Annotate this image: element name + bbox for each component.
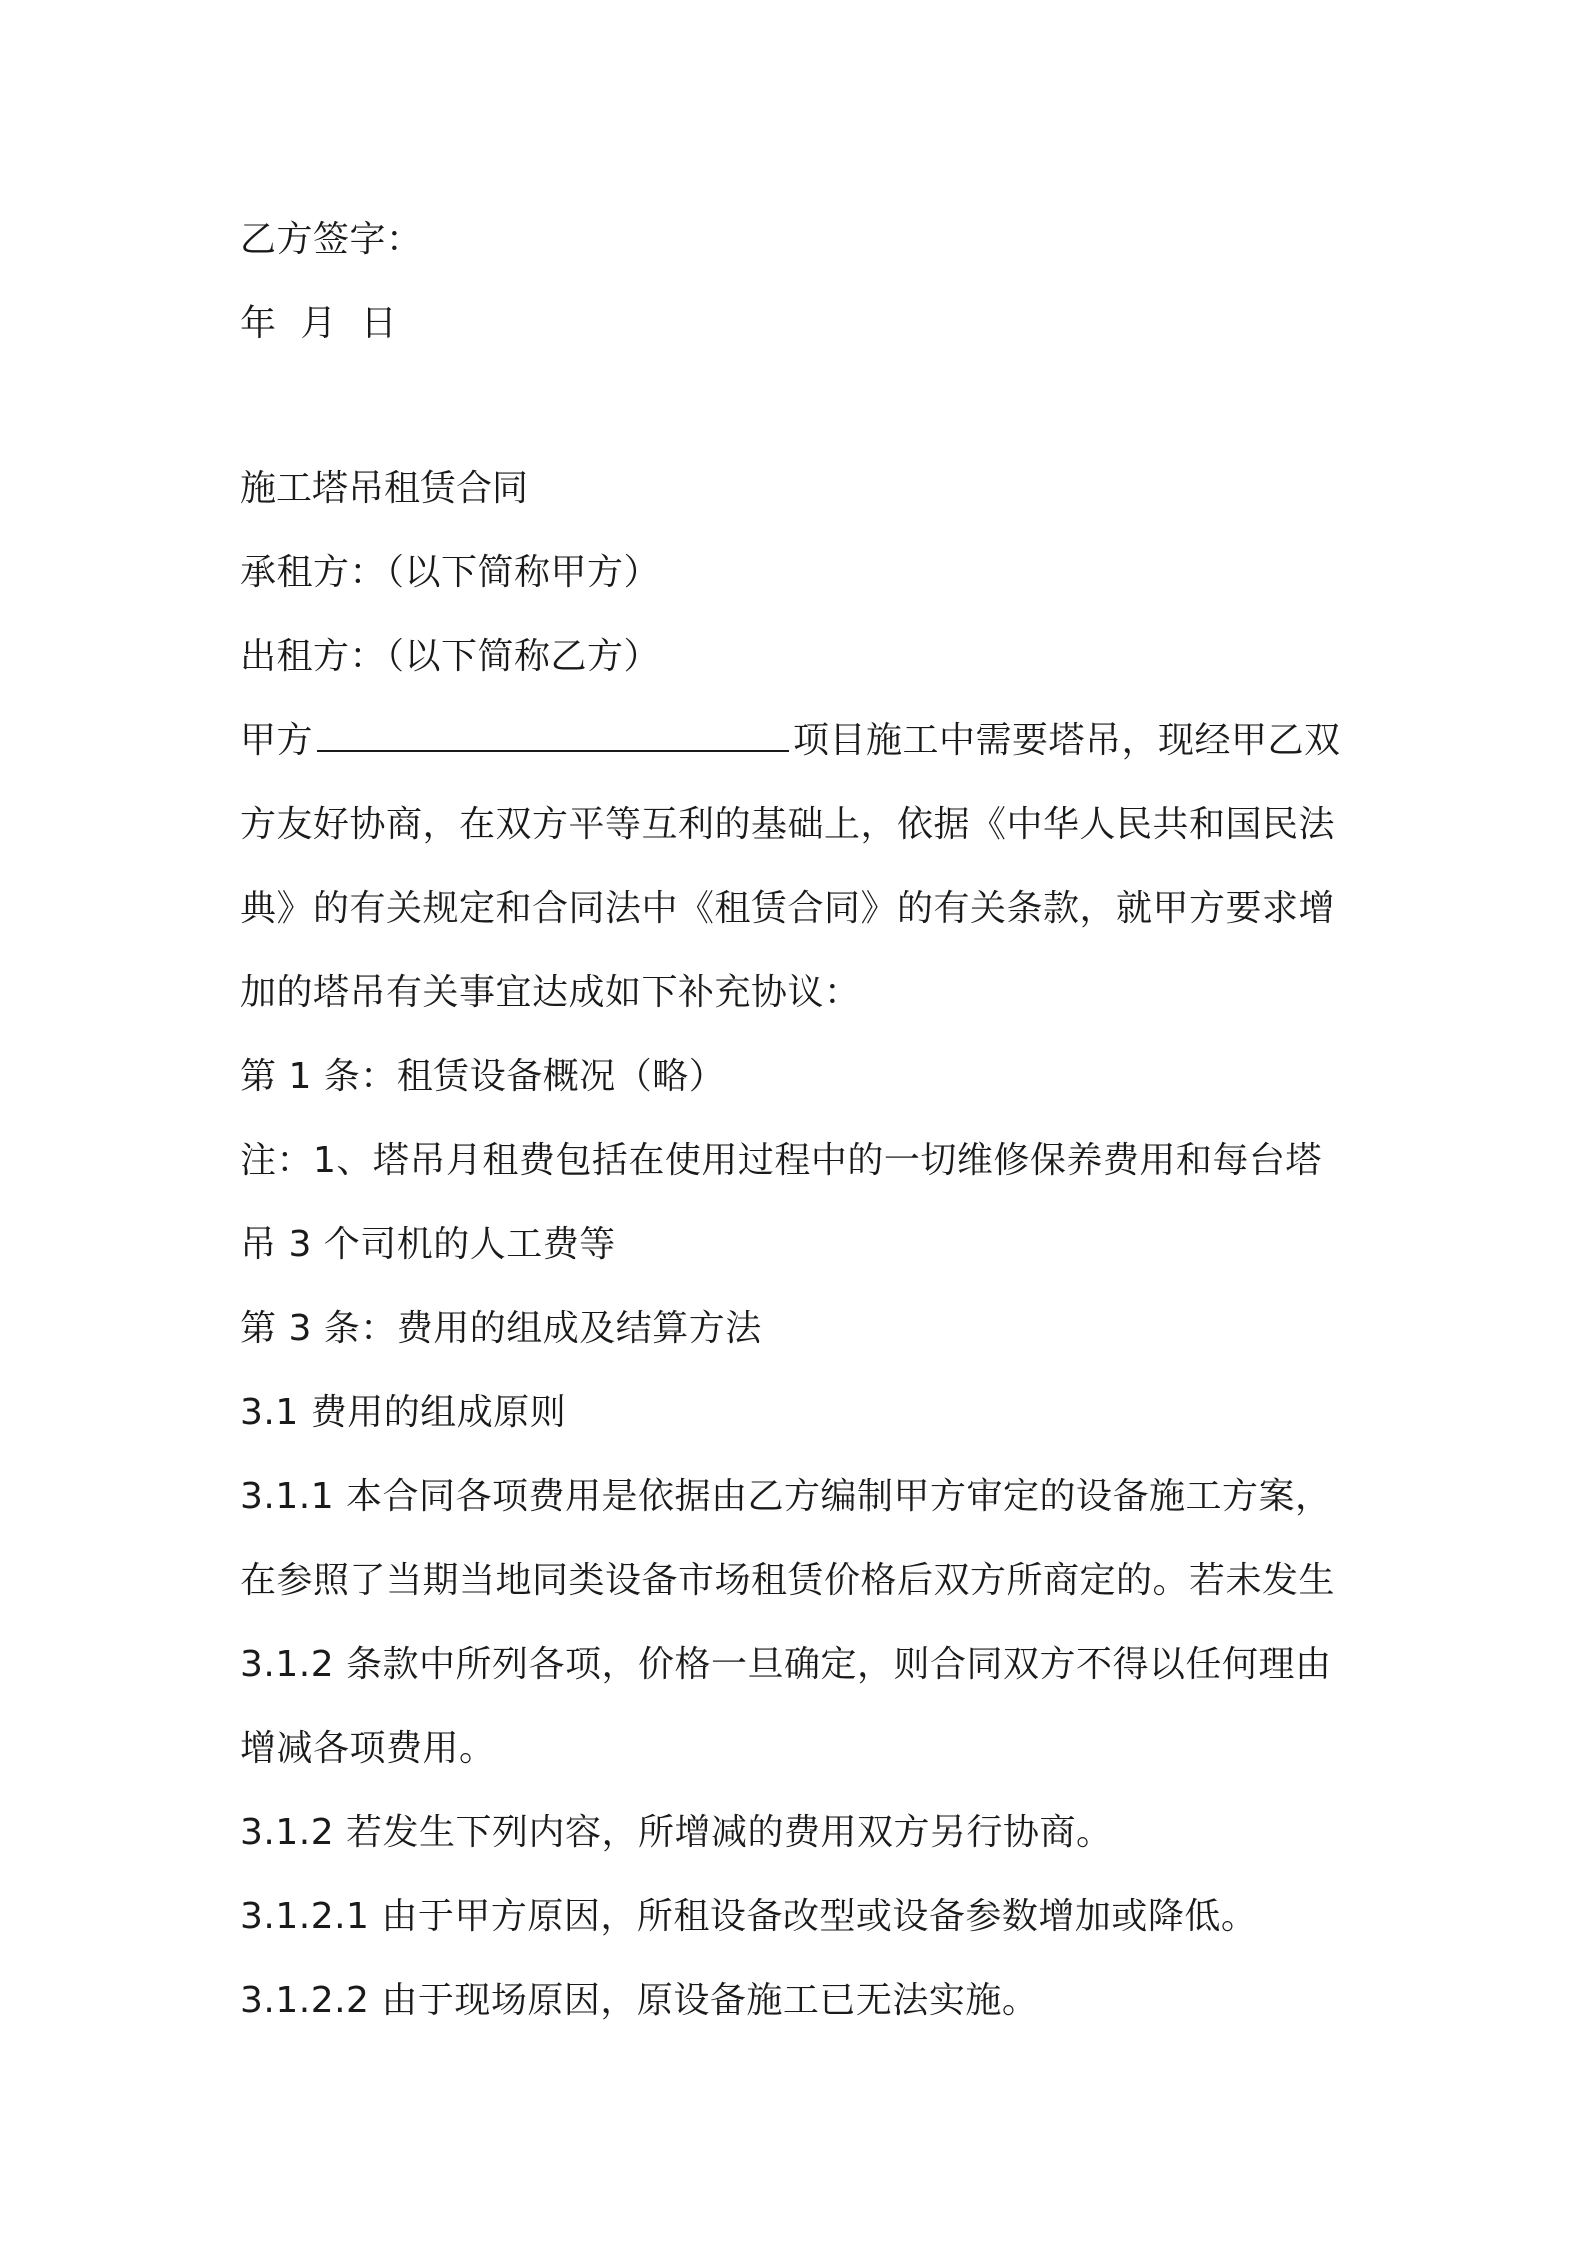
- clause-3-1: 3.1 费用的组成原则: [240, 1392, 567, 1433]
- project-name-blank[interactable]: [317, 720, 789, 752]
- signature-date-line: 年 月 日: [240, 303, 398, 344]
- article-1-heading: 第 1 条：租赁设备概况（略）: [240, 1056, 726, 1097]
- intro-line-3: 典》的有关规定和合同法中《租赁合同》的有关条款，就甲方要求增: [240, 888, 1336, 929]
- party-b-signature-label: 乙方签字：: [240, 219, 423, 260]
- section-spacer: [240, 366, 1360, 447]
- clause-3-1-1-line-3: 3.1.2 条款中所列各项，价格一旦确定，则合同双方不得以任何理由: [240, 1644, 1332, 1685]
- lessee-line: 承租方：（以下简称甲方）: [240, 552, 661, 593]
- contract-title: 施工塔吊租赁合同: [240, 468, 529, 509]
- note-line-2: 吊 3 个司机的人工费等: [240, 1224, 616, 1265]
- clause-3-1-2-1: 3.1.2.1 由于甲方原因，所租设备改型或设备参数增加或降低。: [240, 1896, 1258, 1937]
- document-body: [240, 198, 1360, 2043]
- clause-3-1-2-2: 3.1.2.2 由于现场原因，原设备施工已无法实施。: [240, 1980, 1039, 2021]
- intro-line-1: [240, 699, 1360, 783]
- article-3-heading: 第 3 条：费用的组成及结算方法: [240, 1308, 762, 1349]
- intro-prefix: 甲方: [240, 720, 314, 761]
- clause-3-1-1-line-4: 增减各项费用。: [240, 1728, 496, 1769]
- clause-3-1-2: 3.1.2 若发生下列内容，所增减的费用双方另行协商。: [240, 1812, 1113, 1853]
- lessor-line: 出租方：（以下简称乙方）: [240, 636, 661, 677]
- intro-line-4: 加的塔吊有关事宜达成如下补充协议：: [240, 972, 861, 1013]
- clause-3-1-1-line-2: 在参照了当期当地同类设备市场租赁价格后双方所商定的。若未发生: [240, 1560, 1336, 1601]
- note-line-1: 注：1、塔吊月租费包括在使用过程中的一切维修保养费用和每台塔: [240, 1140, 1322, 1181]
- intro-line-1-suffix: 项目施工中需要塔吊，现经甲乙双: [793, 720, 1341, 761]
- clause-3-1-1-line-1: 3.1.1 本合同各项费用是依据由乙方编制甲方审定的设备施工方案，: [240, 1476, 1332, 1517]
- intro-line-2: 方友好协商，在双方平等互利的基础上，依据《中华人民共和国民法: [240, 804, 1336, 845]
